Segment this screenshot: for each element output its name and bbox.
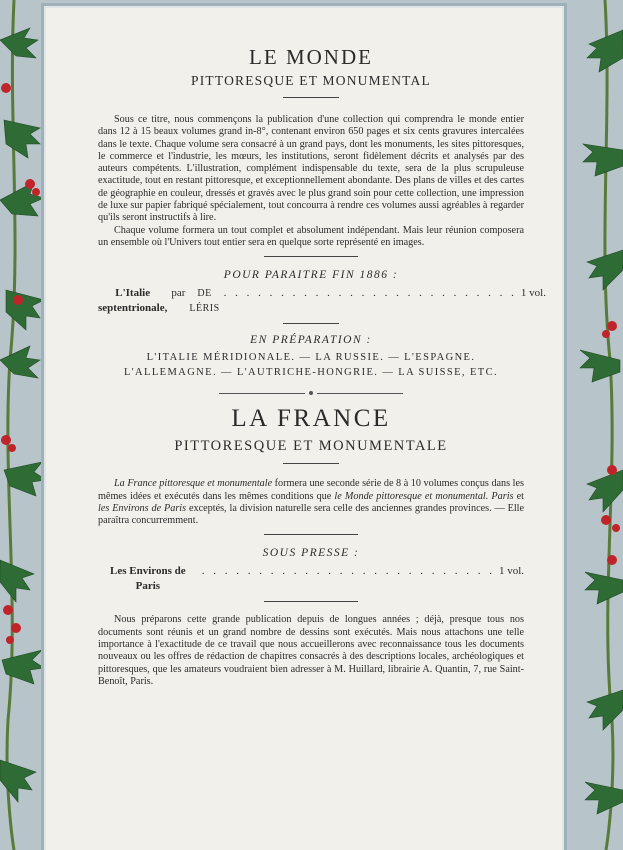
paragraph1-part-c: exceptés, la division naturelle sera celle des anciennes grandes provinces. — Elle paraîtra concurremment. <box>98 502 525 527</box>
forthcoming-by: par <box>171 287 186 300</box>
press-dots: . . . . . . . . . . . . . . . . . . . . . . . . . . <box>201 565 495 578</box>
section1-subtitle: PITTORESQUE ET MONUMENTAL <box>191 73 431 88</box>
section1-paragraph2: Chaque volume formera un tout complet et absolument indépendant. Mais leur réunion composera un ensemble où l'Univers tout entier sera en quelque sorte représenté en images. <box>98 224 524 248</box>
forthcoming-dots: . . . . . . . . . . . . . . . . . . . . . . . . . . <box>223 287 517 300</box>
environs-italic: les Environs de Paris <box>98 502 187 514</box>
section2-title: LA FRANCE <box>231 405 391 433</box>
forthcoming-author: DE LÉRIS <box>189 288 220 315</box>
title-rule <box>283 97 339 98</box>
forthcoming-vol: 1 vol. <box>520 287 546 300</box>
preparation-line2: L'ALLEMAGNE. — L'AUTRICHE-HONGRIE. — LA SUISSE, ETC. <box>123 367 499 379</box>
section2-paragraph2: Nous préparons cette grande publication depuis de longues années ; déjà, presque tous nos documents sont réunis et un grand nombre de dessins sont exécutés. Mais nous attachons une telle importance à l'exactitude de ce travail que nous accueillerons avec reconnaissance tous les documents nouveaux ou les offres de rédaction de chapitres consacrés à des descriptions locales, archéologiques et pittoresques, que les amateurs voudraient bien adresser à M. Huillard, librairie A. Quantin, 7, rue Saint-Benoît, Paris. <box>98 614 524 687</box>
press-vol: 1 vol. <box>498 565 524 578</box>
section2-subtitle: PITTORESQUE ET MONUMENTALE <box>174 438 448 455</box>
press-heading: SOUS PRESSE : <box>262 547 360 560</box>
paragraph-rule <box>264 256 358 257</box>
press-title: Les Environs de Paris <box>110 565 186 593</box>
page-content <box>98 44 546 688</box>
section1-paragraph1: Sous ce titre, nous commençons la publication d'une collection qui comprendra le monde entier dans 12 à 15 beaux volumes grand in-8°, contenant environ 650 pages et six cents gravures intercalées dans le texte. Chaque volume sera consacré à un grand pays, dont les monuments, les sites pittoresques, le commerce et l'industrie, les mœurs, les institutions, seront fidèlement décrits et analysés par des auteurs compétents. L'illustration, complément indispensable du texte, sera de la plus scrupuleuse exactitude, tout en restant pittoresque, et exceptionnellement abondante. Des plans de villes et des cartes de géographie en couleur, dressés et gravés avec le plus grand soin pour cette collection, une impression de luxe sur papier fabriqué spécialement, tout concourra à rendre ces volumes aussi agréables à regarder qu'ils seront instructifs à lire. <box>98 114 524 224</box>
forthcoming-entry <box>98 286 546 316</box>
preparation-line1: L'ITALIE MÉRIDIONALE. — LA RUSSIE. — L'ESPAGNE. <box>146 352 476 364</box>
paragraph-rule-2 <box>264 534 358 535</box>
paragraph1-part-b: et <box>513 490 524 502</box>
press-rule <box>264 601 358 602</box>
forthcoming-heading: POUR PARAITRE FIN 1886 : <box>223 269 399 282</box>
title-rule-2 <box>283 463 339 464</box>
paragraph1-part-a: formera une seconde série de 8 à 10 volumes conçus dans les mêmes idées et exécutés dans les mêmes conditions que <box>98 478 524 502</box>
world-series-italic: le Monde pittoresque et monumental. Paris <box>334 490 514 502</box>
forthcoming-rule <box>283 323 339 324</box>
section-divider <box>98 388 524 398</box>
forthcoming-title: L'Italie septentrionale, <box>98 287 168 315</box>
section2-paragraph1 <box>98 478 524 527</box>
section1-title: LE MONDE <box>249 45 373 69</box>
preparation-heading: EN PRÉPARATION : <box>250 334 372 347</box>
press-entry <box>98 564 524 594</box>
series-title-italic: La France pittoresque et monumentale <box>114 478 273 490</box>
